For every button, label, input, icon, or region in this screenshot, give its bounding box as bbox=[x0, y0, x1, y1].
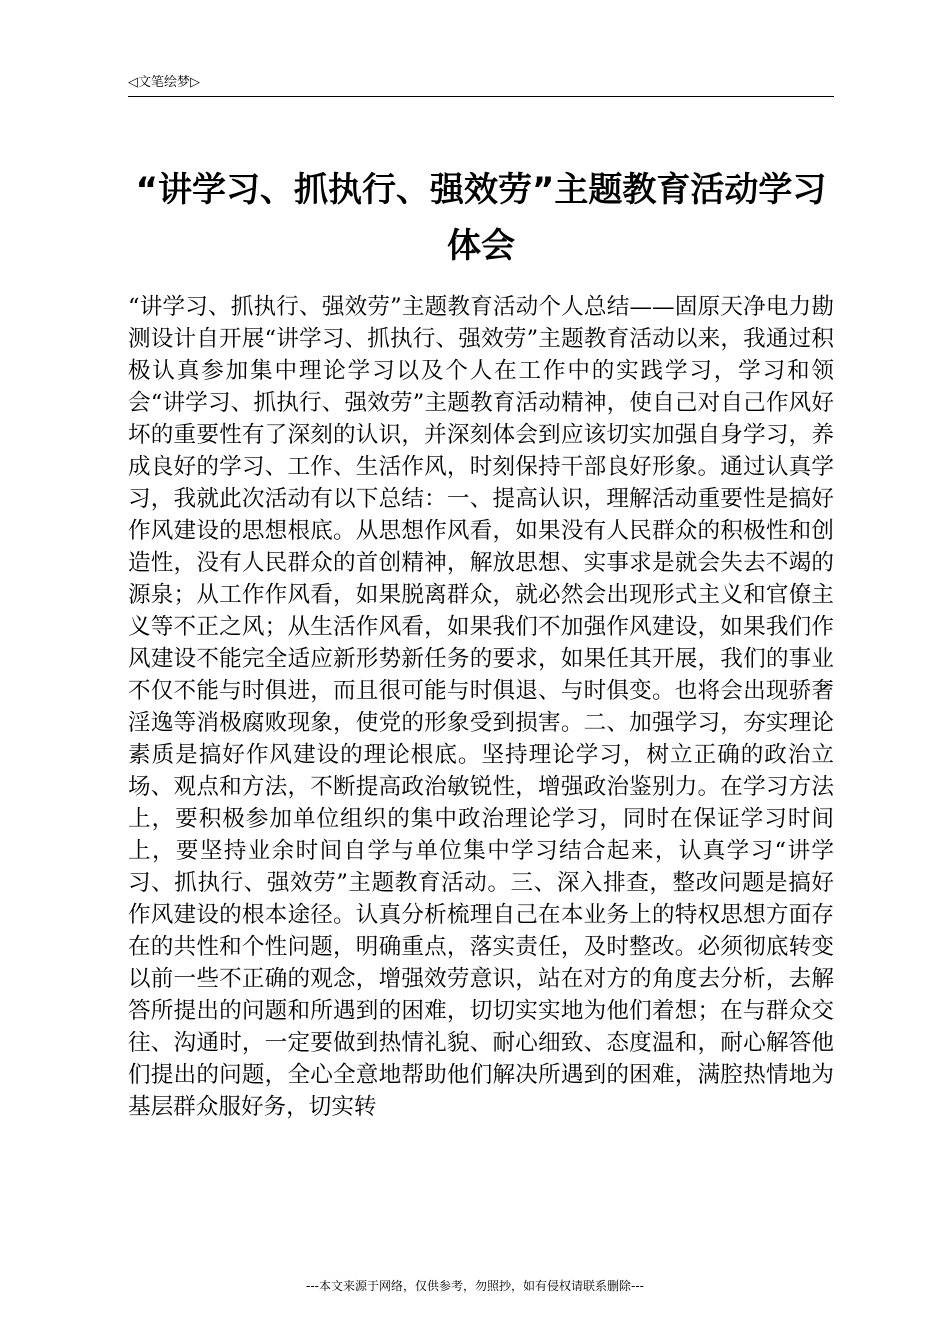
header-divider bbox=[128, 96, 834, 97]
document-title: “讲学习、抓执行、强效劳”主题教育活动学习体会 bbox=[135, 170, 827, 266]
header-label: ◁文笔绘梦▷ bbox=[128, 75, 200, 90]
document-body: “讲学习、抓执行、强效劳”主题教育活动个人总结——固原天净电力勘测设计自开展“讲学习、抓执行、强效劳”主题教育活动以来，我通过积极认真参加集中理论学习以及个人在工作中的实践学习，学习和领会“讲学习、抓执行、强效劳”主题教育活动精神，使自己对自己作风好坏的重要性有了深刻的认识，并深刻体会到应该切实加强自身学习，养成良好的学习、工作、生活作风，时刻保持干部良好形象。通过认真学习，我就此次活动有以下总结：一、提高认识，理解活动重要性是搞好作风建设的思想根底。从思想作风看，如果没有人民群众的积极性和创造性，没有人民群众的首创精神，解放思想、实事求是就会失去不竭的源泉；从工作作风看，如果脱离群众，就必然会出现形式主义和官僚主义等不正之风；从生活作风看，如果我们不加强作风建设，如果我们作风建设不能完全适应新形势新任务的要求，如果任其开展，我们的事业不仅不能与时俱进，而且很可能与时俱退、与时俱变。也将会出现骄奢淫逸等消极腐败现象，使党的形象受到损害。二、加强学习，夯实理论素质是搞好作风建设的理论根底。坚持理论学习，树立正确的政治立场、观点和方法，不断提高政治敏锐性，增强政治鉴别力。在学习方法上，要积极参加单位组织的集中政治理论学习，同时在保证学习时间上，要坚持业余时间自学与单位集中学习结合起来，认真学习“讲学习、抓执行、强效劳”主题教育活动。三、深入排查，整改问题是搞好作风建设的根本途径。认真分析梳理自己在本业务上的特权思想方面存在的共性和个性问题，明确重点，落实责任，及时整改。必须彻底转变以前一些不正确的观念，增强效劳意识，站在对方的角度去分析，去解答所提出的问题和所遇到的困难，切切实实地为他们着想；在与群众交往、沟通时，一定要做到热情礼貌、耐心细致、态度温和，耐心解答他们提出的问题，全心全意地帮助他们解决所遇到的困难，满腔热情地为基层群众服好务，切实转 bbox=[128, 294, 834, 1120]
footer-notice: ---本文来源于网络，仅供参考，勿照抄，如有侵权请联系删除--- bbox=[306, 1279, 644, 1293]
